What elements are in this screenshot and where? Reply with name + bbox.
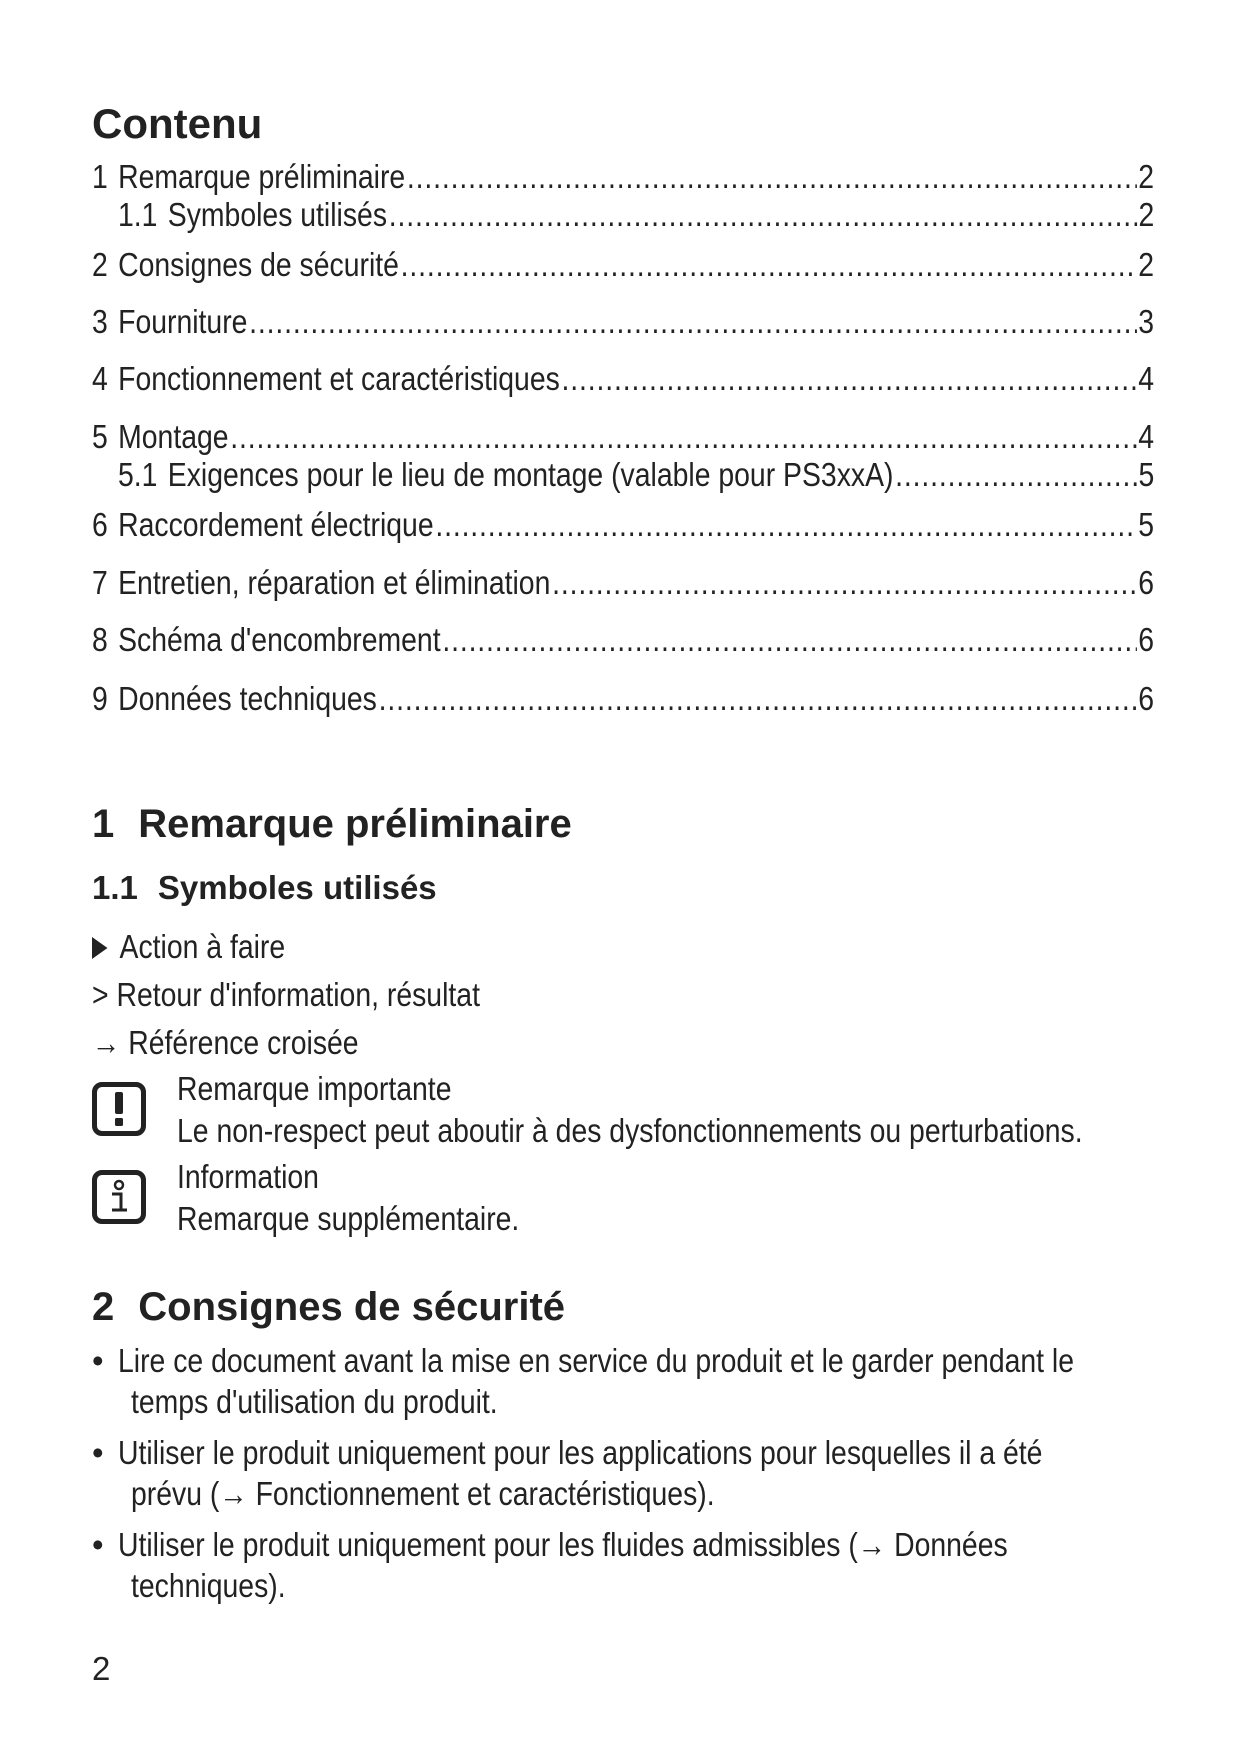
toc-entry-number: 8	[92, 621, 108, 658]
toc-leader-dots	[389, 196, 1137, 234]
toc-entry[interactable]	[92, 680, 1154, 718]
toc-entry-page: 5	[1138, 456, 1155, 493]
symbol-crossref-text: → Référence croisée	[92, 1024, 359, 1061]
toc-entry[interactable]	[118, 456, 1154, 494]
toc-title: Contenu	[92, 100, 263, 147]
bullet-line: temps d'utilisation du produit.	[131, 1383, 498, 1420]
toc-entry-label: Symboles utilisés	[167, 196, 388, 233]
toc-entry[interactable]	[92, 246, 1154, 284]
important-text: Le non-respect peut aboutir à des dysfonctionnements ou perturbations.	[177, 1112, 1083, 1149]
symbol-action-line	[92, 928, 285, 966]
toc-entry-label: Fourniture	[118, 303, 248, 340]
toc-entry-label: Fonctionnement et caractéristiques	[118, 360, 560, 397]
section-number: 2	[92, 1285, 115, 1329]
toc-entry[interactable]	[92, 506, 1154, 544]
symbol-result-text: > Retour d'information, résultat	[92, 976, 480, 1013]
bullet-line: Lire ce document avant la mise en service du produit et le garder pendant le	[118, 1342, 1075, 1379]
toc-entry-label: Exigences pour le lieu de montage (valable pour PS3xxA)	[167, 456, 894, 493]
toc-entry-label: Consignes de sécurité	[118, 246, 399, 283]
toc-leader-dots	[230, 418, 1136, 456]
toc-leader-dots	[435, 506, 1136, 544]
toc-entry-page: 6	[1138, 564, 1155, 601]
toc-entry-page: 2	[1138, 158, 1155, 195]
toc-entry[interactable]	[92, 418, 1154, 456]
toc-entry-label: Données techniques	[118, 680, 377, 717]
bullet-dot: •	[92, 1342, 104, 1379]
bullet-dot: •	[92, 1526, 104, 1563]
toc-entry-number: 1.1	[118, 196, 158, 233]
toc-entry-page: 2	[1138, 196, 1155, 233]
toc-entry-page: 6	[1138, 680, 1155, 717]
section-number: 1	[92, 802, 115, 846]
page-number: 2	[92, 1650, 111, 1687]
bullet-line: techniques).	[131, 1567, 286, 1604]
subsection-title: Symboles utilisés	[157, 869, 437, 906]
section-heading	[92, 802, 572, 847]
toc-entry-label: Remarque préliminaire	[118, 158, 406, 195]
play-triangle-icon	[92, 937, 107, 959]
toc-entry[interactable]	[92, 303, 1154, 341]
toc-entry-number: 9	[92, 680, 108, 717]
toc-entry[interactable]	[92, 360, 1154, 398]
toc-entry[interactable]	[92, 158, 1154, 196]
subsection-number: 1.1	[92, 869, 138, 906]
info-title: Information	[177, 1158, 319, 1195]
warning-exclamation-icon	[92, 1082, 146, 1136]
toc-entry-label: Montage	[118, 418, 229, 455]
toc-entry-number: 5.1	[118, 456, 158, 493]
toc-entry-page: 6	[1138, 621, 1155, 658]
toc-entry[interactable]	[92, 621, 1154, 659]
toc-leader-dots	[552, 564, 1137, 602]
toc-leader-dots	[407, 158, 1137, 196]
section-title: Remarque préliminaire	[138, 802, 572, 846]
bullet-dot: •	[92, 1434, 104, 1471]
toc-entry-page: 3	[1138, 303, 1155, 340]
toc-entry-label: Raccordement électrique	[118, 506, 434, 543]
info-icon	[92, 1170, 146, 1224]
toc-leader-dots	[401, 246, 1137, 284]
toc-entry-page: 4	[1138, 360, 1155, 397]
toc-entry-number: 6	[92, 506, 108, 543]
section-heading	[92, 1285, 565, 1330]
toc-entry-number: 5	[92, 418, 108, 455]
toc-entry[interactable]	[92, 564, 1154, 602]
toc-entry-number: 2	[92, 246, 108, 283]
bullet-line: Utiliser le produit uniquement pour les fluides admissibles (→ Données	[118, 1526, 1008, 1563]
toc-leader-dots	[249, 303, 1136, 341]
subsection-heading	[92, 869, 437, 907]
toc-entry-label: Entretien, réparation et élimination	[118, 564, 551, 601]
important-title: Remarque importante	[177, 1070, 452, 1107]
symbol-action-text: Action à faire	[119, 928, 286, 965]
toc-leader-dots	[442, 621, 1136, 659]
section-title: Consignes de sécurité	[138, 1285, 566, 1329]
toc-leader-dots	[379, 680, 1137, 718]
toc-entry-label: Schéma d'encombrement	[118, 621, 441, 658]
toc-entry-number: 7	[92, 564, 108, 601]
toc-leader-dots	[562, 360, 1137, 398]
toc-entry-number: 4	[92, 360, 108, 397]
bullet-line: prévu (→ Fonctionnement et caractéristiques).	[131, 1475, 715, 1512]
toc-entry-page: 5	[1138, 506, 1155, 543]
toc-entry-page: 4	[1138, 418, 1155, 455]
info-text: Remarque supplémentaire.	[177, 1200, 520, 1237]
toc-entry-number: 3	[92, 303, 108, 340]
toc-entry[interactable]	[118, 196, 1154, 234]
toc-leader-dots	[895, 456, 1137, 494]
toc-entry-page: 2	[1138, 246, 1155, 283]
bullet-line: Utiliser le produit uniquement pour les applications pour lesquelles il a été	[118, 1434, 1043, 1471]
toc-entry-number: 1	[92, 158, 108, 195]
